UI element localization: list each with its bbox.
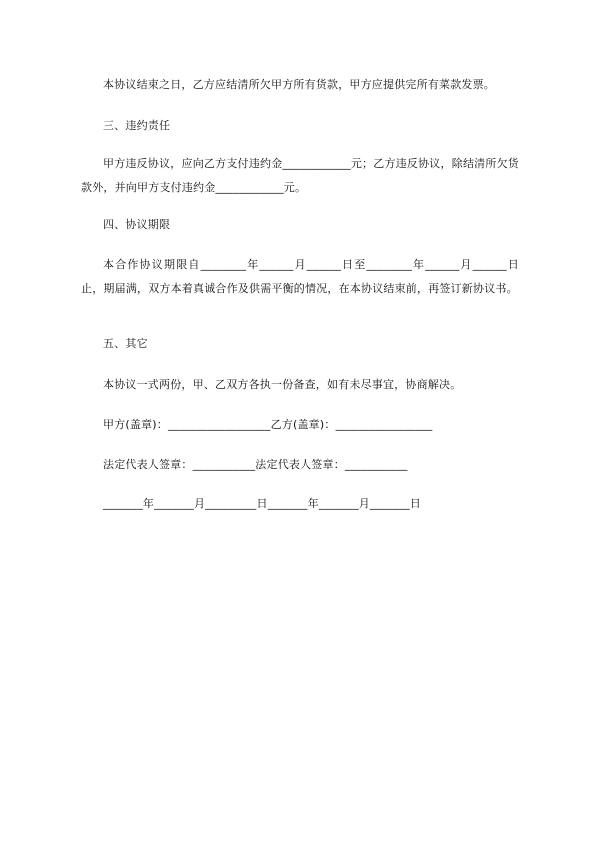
heading-breach-liability: 三、违约责任 [103, 119, 171, 132]
heading-agreement-term: 四、协议期限 [103, 218, 171, 231]
signature-line-parties: 甲方(盖章)：__________________乙方(盖章)：_________________ [103, 418, 433, 431]
heading-other: 五、其它 [103, 337, 148, 350]
signature-line-dates: _______年_______月_________日_______年_______月_______日 [103, 497, 421, 510]
paragraph-breach-liability: 甲方违反协议，应向乙方支付违约金____________元；乙方违反协议，除结清所欠货款外，并向甲方支付违约金____________元。 [81, 157, 519, 194]
paragraph-other: 本协议一式两份，甲、乙双方各执一份备查，如有未尽事宜，协商解决。 [103, 378, 462, 391]
signature-line-representatives: 法定代表人签章：___________法定代表人签章：___________ [103, 458, 408, 471]
paragraph-agreement-term: 本合作协议期限自________年______月______日至________年______月______日止，期届满，双方本着真诚合作及供需平衡的情况，在本协议结束前，再签订新协议书。 [81, 258, 519, 295]
paragraph-agreement-end: 本协议结束之日，乙方应结清所欠甲方所有货款，甲方应提供完所有菜款发票。 [103, 78, 495, 91]
